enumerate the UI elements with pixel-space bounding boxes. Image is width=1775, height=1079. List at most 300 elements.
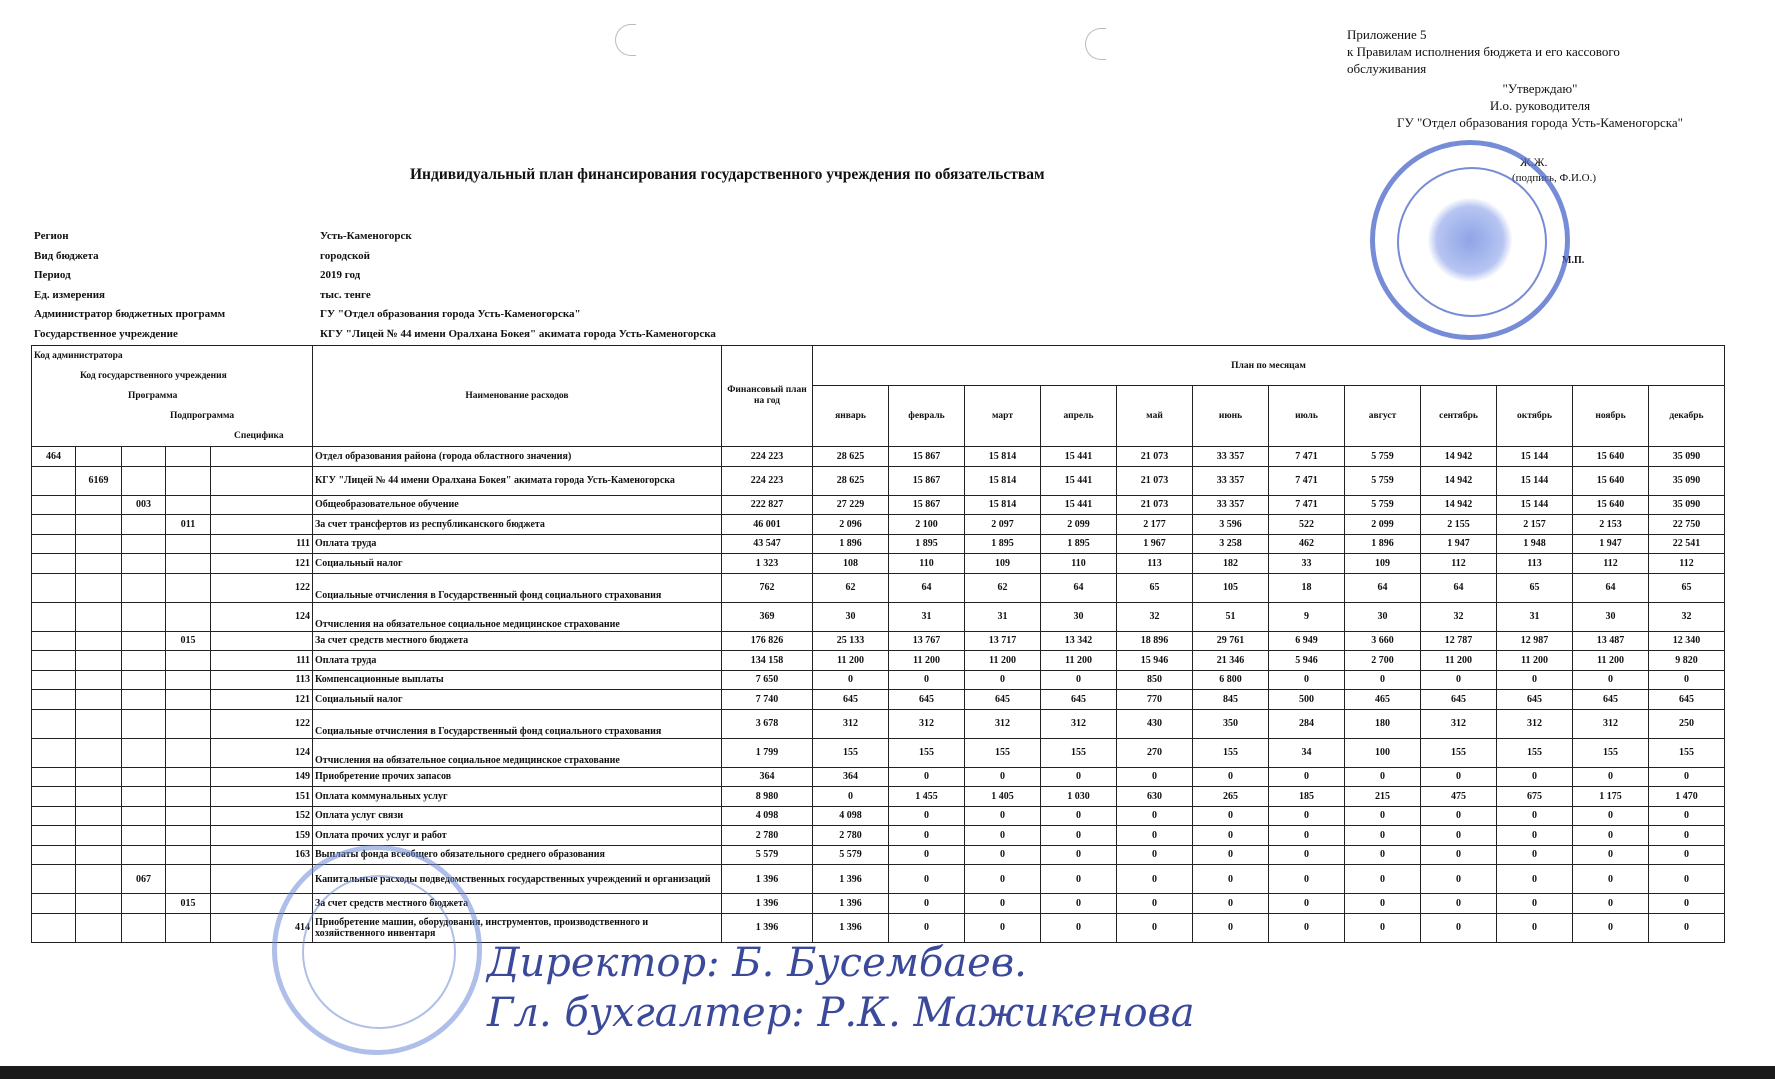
table-row (32, 709, 1725, 738)
month-value-cell: 350 (1193, 709, 1269, 738)
month-value-cell: 2 100 (889, 515, 965, 535)
meta-label: Государственное учреждение (34, 327, 178, 340)
month-value-cell: 32 (1421, 602, 1497, 631)
month-value-cell: 32 (1649, 602, 1725, 631)
year-plan-cell: 7 650 (722, 670, 813, 690)
month-value-cell: 0 (1041, 806, 1117, 826)
month-value-cell: 21 073 (1117, 447, 1193, 467)
month-value-cell: 109 (1345, 554, 1421, 574)
month-value-cell: 770 (1117, 690, 1193, 710)
month-value-cell: 25 133 (813, 631, 889, 651)
institution-code-cell (76, 913, 122, 942)
year-plan-cell: 364 (722, 767, 813, 787)
month-value-cell: 312 (889, 709, 965, 738)
month-value-cell: 11 200 (965, 651, 1041, 671)
specifics-cell: 124 (211, 738, 313, 767)
specifics-cell (211, 447, 313, 467)
month-value-cell: 11 200 (813, 651, 889, 671)
year-plan-cell: 1 323 (722, 554, 813, 574)
month-value-cell: 155 (1041, 738, 1117, 767)
year-plan-cell: 1 396 (722, 913, 813, 942)
stamp-place-label: М.П. (1562, 255, 1585, 266)
month-value-cell: 28 625 (813, 447, 889, 467)
program-cell (122, 534, 166, 554)
month-value-cell: 2 099 (1041, 515, 1117, 535)
month-value-cell: 5 946 (1269, 651, 1345, 671)
subprogram-cell (166, 767, 211, 787)
month-value-cell: 15 814 (965, 466, 1041, 495)
program-cell (122, 466, 166, 495)
month-value-cell: 30 (1345, 602, 1421, 631)
month-value-cell: 7 471 (1269, 447, 1345, 467)
program-cell (122, 515, 166, 535)
specifics-cell (211, 631, 313, 651)
month-value-cell: 312 (1041, 709, 1117, 738)
appendix-line: обслуживания (1347, 61, 1427, 76)
month-value-cell: 0 (965, 767, 1041, 787)
month-value-cell: 0 (1421, 767, 1497, 787)
subprogram-cell (166, 806, 211, 826)
expense-name-cell: Компенсационные выплаты (313, 670, 722, 690)
month-value-cell: 522 (1269, 515, 1345, 535)
year-plan-cell: 224 223 (722, 466, 813, 495)
month-value-cell: 33 357 (1193, 447, 1269, 467)
month-value-cell: 0 (1117, 826, 1193, 846)
month-value-cell: 645 (965, 690, 1041, 710)
table-row (32, 651, 1725, 671)
program-cell: 003 (122, 495, 166, 515)
header-month: декабрь (1649, 386, 1725, 447)
month-value-cell: 0 (1345, 894, 1421, 914)
admin-code-cell (32, 865, 76, 894)
year-plan-cell: 222 827 (722, 495, 813, 515)
approve-label: "Утверждаю" (1502, 81, 1578, 96)
table-row (32, 787, 1725, 807)
month-value-cell: 0 (1269, 894, 1345, 914)
month-value-cell: 312 (965, 709, 1041, 738)
month-value-cell: 31 (1497, 602, 1573, 631)
year-plan-cell: 1 799 (722, 738, 813, 767)
expense-name-cell: Приобретение машин, оборудования, инструментов, производственного и хозяйственного инвентаря (313, 913, 722, 942)
table-row (32, 738, 1725, 767)
admin-code-cell (32, 515, 76, 535)
institution-code-cell (76, 495, 122, 515)
month-value-cell: 51 (1193, 602, 1269, 631)
month-value-cell: 265 (1193, 787, 1269, 807)
month-value-cell: 0 (1649, 670, 1725, 690)
month-value-cell: 0 (1193, 913, 1269, 942)
month-value-cell: 0 (1649, 806, 1725, 826)
month-value-cell: 30 (1041, 602, 1117, 631)
month-value-cell: 0 (1497, 806, 1573, 826)
month-value-cell: 475 (1421, 787, 1497, 807)
month-value-cell: 0 (1421, 865, 1497, 894)
month-value-cell: 0 (1573, 913, 1649, 942)
month-value-cell: 15 640 (1573, 466, 1649, 495)
specifics-cell: 159 (211, 826, 313, 846)
month-value-cell: 2 780 (813, 826, 889, 846)
month-value-cell: 3 596 (1193, 515, 1269, 535)
month-value-cell: 14 942 (1421, 495, 1497, 515)
month-value-cell: 2 157 (1497, 515, 1573, 535)
month-value-cell: 1 896 (813, 534, 889, 554)
month-value-cell: 0 (1573, 865, 1649, 894)
month-value-cell: 0 (1117, 767, 1193, 787)
month-value-cell: 27 229 (813, 495, 889, 515)
expense-name-cell: За счет средств местного бюджета (313, 894, 722, 914)
month-value-cell: 0 (1117, 913, 1193, 942)
month-value-cell: 0 (1573, 806, 1649, 826)
month-value-cell: 11 200 (1421, 651, 1497, 671)
header-month: май (1117, 386, 1193, 447)
specifics-cell: 113 (211, 670, 313, 690)
year-plan-cell: 369 (722, 602, 813, 631)
scan-border (0, 1066, 1775, 1079)
admin-code-cell (32, 913, 76, 942)
month-value-cell: 0 (1269, 767, 1345, 787)
expense-name-cell: Оплата коммунальных услуг (313, 787, 722, 807)
month-value-cell: 15 441 (1041, 466, 1117, 495)
month-value-cell: 65 (1497, 573, 1573, 602)
institution-code-cell (76, 602, 122, 631)
admin-code-cell: 464 (32, 447, 76, 467)
month-value-cell: 34 (1269, 738, 1345, 767)
specifics-cell: 121 (211, 690, 313, 710)
month-value-cell: 15 867 (889, 466, 965, 495)
admin-code-cell (32, 787, 76, 807)
month-value-cell: 0 (1421, 894, 1497, 914)
year-plan-cell: 1 396 (722, 865, 813, 894)
month-value-cell: 0 (1269, 670, 1345, 690)
table-row (32, 554, 1725, 574)
month-value-cell: 65 (1117, 573, 1193, 602)
meta-value: тыс. тенге (320, 288, 371, 301)
month-value-cell: 645 (1421, 690, 1497, 710)
table-row (32, 826, 1725, 846)
month-value-cell: 62 (813, 573, 889, 602)
header-month: октябрь (1497, 386, 1573, 447)
month-value-cell: 0 (1649, 894, 1725, 914)
month-value-cell: 0 (1497, 767, 1573, 787)
month-value-cell: 0 (965, 845, 1041, 865)
header-subprogram: Подпрограмма (170, 411, 235, 421)
month-value-cell: 2 177 (1117, 515, 1193, 535)
director-signature: Директор: Б. Бусембаев. (487, 940, 1027, 986)
month-value-cell: 0 (1041, 767, 1117, 787)
month-value-cell: 645 (813, 690, 889, 710)
month-value-cell: 0 (1573, 670, 1649, 690)
month-value-cell: 110 (889, 554, 965, 574)
month-value-cell: 112 (1649, 554, 1725, 574)
institution-code-cell (76, 554, 122, 574)
header-expense-name: Наименование расходов (313, 346, 722, 447)
month-value-cell: 2 700 (1345, 651, 1421, 671)
month-value-cell: 0 (1649, 767, 1725, 787)
month-value-cell: 0 (965, 670, 1041, 690)
month-value-cell: 2 153 (1573, 515, 1649, 535)
month-value-cell: 4 098 (813, 806, 889, 826)
subprogram-cell (166, 913, 211, 942)
month-value-cell: 15 814 (965, 447, 1041, 467)
month-value-cell: 284 (1269, 709, 1345, 738)
meta-label: Администратор бюджетных программ (34, 308, 226, 321)
month-value-cell: 33 (1269, 554, 1345, 574)
header-month: август (1345, 386, 1421, 447)
admin-code-cell (32, 845, 76, 865)
month-value-cell: 155 (1649, 738, 1725, 767)
month-value-cell: 0 (889, 913, 965, 942)
approver-signature: Ж.Ж. (1520, 155, 1548, 169)
month-value-cell: 0 (1345, 913, 1421, 942)
month-value-cell: 850 (1117, 670, 1193, 690)
month-value-cell: 28 625 (813, 466, 889, 495)
table-row (32, 845, 1725, 865)
month-value-cell: 0 (1041, 845, 1117, 865)
program-cell: 067 (122, 865, 166, 894)
admin-code-cell (32, 631, 76, 651)
month-value-cell: 0 (1497, 845, 1573, 865)
month-value-cell: 0 (1573, 845, 1649, 865)
expense-name-cell: Отчисления на обязательное социальное медицинское страхование (313, 602, 722, 631)
expense-name-cell: Отчисления на обязательное социальное медицинское страхование (313, 738, 722, 767)
financing-plan-table (31, 345, 1725, 943)
month-value-cell: 12 340 (1649, 631, 1725, 651)
month-value-cell: 14 942 (1421, 447, 1497, 467)
month-value-cell: 1 175 (1573, 787, 1649, 807)
month-value-cell: 108 (813, 554, 889, 574)
institution-code-cell (76, 534, 122, 554)
official-seal-icon (272, 845, 482, 1055)
subprogram-cell (166, 554, 211, 574)
month-value-cell: 64 (1345, 573, 1421, 602)
admin-code-cell (32, 670, 76, 690)
subprogram-cell: 015 (166, 894, 211, 914)
month-value-cell: 1 405 (965, 787, 1041, 807)
month-value-cell: 1 396 (813, 894, 889, 914)
month-value-cell: 185 (1269, 787, 1345, 807)
expense-name-cell: Оплата прочих услуг и работ (313, 826, 722, 846)
month-value-cell: 29 761 (1193, 631, 1269, 651)
specifics-cell: 124 (211, 602, 313, 631)
month-value-cell: 15 441 (1041, 447, 1117, 467)
admin-code-cell (32, 466, 76, 495)
subprogram-cell (166, 602, 211, 631)
month-value-cell: 62 (965, 573, 1041, 602)
month-value-cell: 1 895 (965, 534, 1041, 554)
meta-value: ГУ "Отдел образования города Усть-Каменогорска" (320, 308, 581, 321)
month-value-cell: 312 (1497, 709, 1573, 738)
month-value-cell: 0 (1269, 806, 1345, 826)
month-value-cell: 0 (1117, 845, 1193, 865)
official-seal-icon (1370, 140, 1570, 340)
month-value-cell: 9 (1269, 602, 1345, 631)
month-value-cell: 1 895 (1041, 534, 1117, 554)
admin-code-cell (32, 534, 76, 554)
month-value-cell: 155 (813, 738, 889, 767)
month-value-cell: 155 (1421, 738, 1497, 767)
subprogram-cell: 011 (166, 515, 211, 535)
month-value-cell: 0 (1193, 865, 1269, 894)
month-value-cell: 0 (889, 670, 965, 690)
month-value-cell: 155 (1497, 738, 1573, 767)
expense-name-cell: Социальные отчисления в Государственный фонд социального страхования (313, 573, 722, 602)
expense-name-cell: Социальные отчисления в Государственный фонд социального страхования (313, 709, 722, 738)
month-value-cell: 1 396 (813, 913, 889, 942)
month-value-cell: 0 (1345, 670, 1421, 690)
month-value-cell: 5 759 (1345, 447, 1421, 467)
month-value-cell: 180 (1345, 709, 1421, 738)
table-row (32, 466, 1725, 495)
meta-value: городской (320, 249, 370, 262)
month-value-cell: 0 (1041, 670, 1117, 690)
month-value-cell: 13 767 (889, 631, 965, 651)
month-value-cell: 64 (1573, 573, 1649, 602)
month-value-cell: 0 (813, 787, 889, 807)
month-value-cell: 1 967 (1117, 534, 1193, 554)
program-cell (122, 787, 166, 807)
month-value-cell: 64 (889, 573, 965, 602)
month-value-cell: 0 (889, 845, 965, 865)
month-value-cell: 155 (965, 738, 1041, 767)
admin-code-cell (32, 767, 76, 787)
header-month: февраль (889, 386, 965, 447)
month-value-cell: 0 (1193, 806, 1269, 826)
month-value-cell: 15 946 (1117, 651, 1193, 671)
month-value-cell: 0 (1573, 894, 1649, 914)
month-value-cell: 6 800 (1193, 670, 1269, 690)
month-value-cell: 465 (1345, 690, 1421, 710)
month-value-cell: 0 (1117, 806, 1193, 826)
meta-label: Ед. измерения (34, 288, 106, 301)
institution-code-cell (76, 738, 122, 767)
month-value-cell: 3 258 (1193, 534, 1269, 554)
program-cell (122, 806, 166, 826)
month-value-cell: 430 (1117, 709, 1193, 738)
admin-code-cell (32, 495, 76, 515)
expense-name-cell: Социальный налог (313, 690, 722, 710)
month-value-cell: 312 (813, 709, 889, 738)
month-value-cell: 0 (1345, 826, 1421, 846)
month-value-cell: 0 (965, 894, 1041, 914)
month-value-cell: 65 (1649, 573, 1725, 602)
header-year-plan: Финансовый план на год (722, 346, 813, 447)
month-value-cell: 15 144 (1497, 466, 1573, 495)
month-value-cell: 35 090 (1649, 466, 1725, 495)
year-plan-cell: 43 547 (722, 534, 813, 554)
table-row (32, 602, 1725, 631)
month-value-cell: 0 (1041, 865, 1117, 894)
month-value-cell: 12 987 (1497, 631, 1573, 651)
month-value-cell: 155 (1573, 738, 1649, 767)
month-value-cell: 0 (1421, 826, 1497, 846)
month-value-cell: 500 (1269, 690, 1345, 710)
month-value-cell: 15 867 (889, 447, 965, 467)
month-value-cell: 845 (1193, 690, 1269, 710)
approver-org: ГУ "Отдел образования города Усть-Каменогорска" (1397, 115, 1683, 130)
program-cell (122, 573, 166, 602)
accountant-signature: Гл. бухгалтер: Р.К. Мажикенова (487, 990, 1195, 1036)
month-value-cell: 0 (1573, 767, 1649, 787)
month-value-cell: 630 (1117, 787, 1193, 807)
month-value-cell: 0 (1117, 865, 1193, 894)
approver-signature-caption: (подпись, Ф.И.О.) (1512, 172, 1596, 184)
header-month: март (965, 386, 1041, 447)
month-value-cell: 0 (1649, 845, 1725, 865)
month-value-cell: 5 759 (1345, 495, 1421, 515)
month-value-cell: 31 (889, 602, 965, 631)
institution-code-cell (76, 767, 122, 787)
specifics-cell: 163 (211, 845, 313, 865)
month-value-cell: 0 (1345, 845, 1421, 865)
month-value-cell: 0 (889, 826, 965, 846)
specifics-cell: 151 (211, 787, 313, 807)
subprogram-cell (166, 670, 211, 690)
month-value-cell: 0 (965, 913, 1041, 942)
header-institution-code: Код государственного учреждения (80, 371, 227, 381)
month-value-cell: 0 (1345, 806, 1421, 826)
month-value-cell: 1 396 (813, 865, 889, 894)
specifics-cell: 111 (211, 651, 313, 671)
month-value-cell: 112 (1421, 554, 1497, 574)
month-value-cell: 0 (1497, 913, 1573, 942)
month-value-cell: 0 (1193, 845, 1269, 865)
program-cell (122, 690, 166, 710)
specifics-cell: 122 (211, 709, 313, 738)
expense-name-cell: Оплата труда (313, 534, 722, 554)
program-cell (122, 894, 166, 914)
header-month: январь (813, 386, 889, 447)
institution-code-cell (76, 651, 122, 671)
month-value-cell: 15 640 (1573, 447, 1649, 467)
month-value-cell: 0 (1497, 826, 1573, 846)
specifics-cell (211, 466, 313, 495)
month-value-cell: 270 (1117, 738, 1193, 767)
appendix-line: Приложение 5 (1347, 27, 1427, 42)
month-value-cell: 113 (1117, 554, 1193, 574)
month-value-cell: 6 949 (1269, 631, 1345, 651)
table-row (32, 767, 1725, 787)
table-row (32, 495, 1725, 515)
month-value-cell: 21 346 (1193, 651, 1269, 671)
month-value-cell: 675 (1497, 787, 1573, 807)
year-plan-cell: 2 780 (722, 826, 813, 846)
month-value-cell: 645 (889, 690, 965, 710)
month-value-cell: 0 (1041, 913, 1117, 942)
admin-code-cell (32, 806, 76, 826)
month-value-cell: 64 (1041, 573, 1117, 602)
month-value-cell: 9 820 (1649, 651, 1725, 671)
header-specifics: Специфика (234, 431, 284, 441)
month-value-cell: 15 441 (1041, 495, 1117, 515)
month-value-cell: 18 896 (1117, 631, 1193, 651)
month-value-cell: 215 (1345, 787, 1421, 807)
table-row (32, 865, 1725, 894)
month-value-cell: 33 357 (1193, 466, 1269, 495)
header-month: ноябрь (1573, 386, 1649, 447)
month-value-cell: 2 155 (1421, 515, 1497, 535)
meta-label: Регион (34, 230, 69, 242)
month-value-cell: 1 947 (1421, 534, 1497, 554)
month-value-cell: 30 (1573, 602, 1649, 631)
month-value-cell: 113 (1497, 554, 1573, 574)
program-cell (122, 845, 166, 865)
month-value-cell: 0 (1117, 894, 1193, 914)
header-program: Программа (128, 391, 178, 401)
admin-code-cell (32, 573, 76, 602)
month-value-cell: 1 896 (1345, 534, 1421, 554)
specifics-cell: 111 (211, 534, 313, 554)
month-value-cell: 7 471 (1269, 495, 1345, 515)
